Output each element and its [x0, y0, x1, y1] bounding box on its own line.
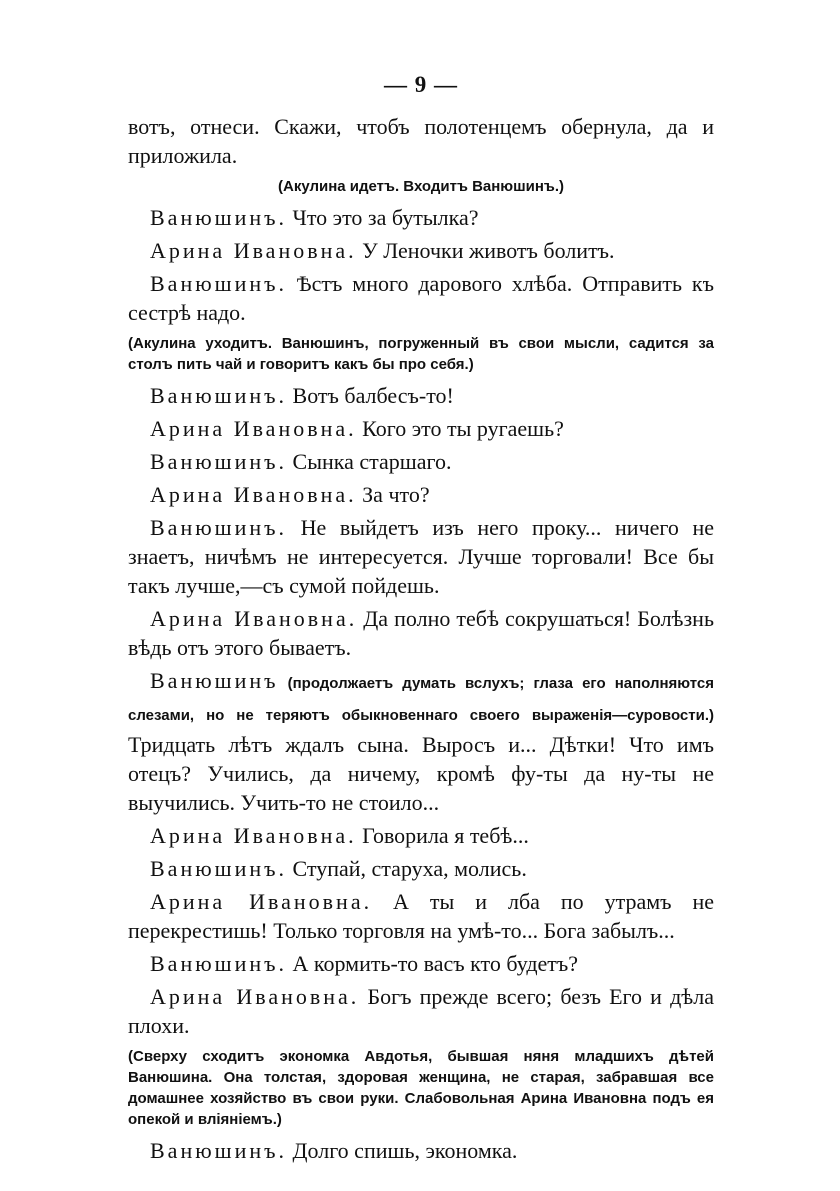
speaker-name: Ванюшинъ.: [150, 856, 288, 881]
dialogue-line: [128, 414, 714, 443]
speech-text: За что?: [356, 482, 430, 507]
dialogue-line: [128, 854, 714, 883]
speaker-name: Арина Ивановна.: [150, 482, 357, 507]
speech-text: Тридцать лѣтъ ждалъ сына. Выросъ и... Дѣтки! Что имъ отецъ? Учились, да ничему, кромѣ фу-ты да ну-ты не выучились. Учить-то не стоило...: [128, 732, 714, 815]
dialogue-line: [128, 666, 714, 817]
speaker-name: Арина Ивановна.: [150, 238, 357, 263]
speech-text: Сынка старшаго.: [287, 449, 452, 474]
speech-text: Ступай, старуха, молись.: [287, 856, 527, 881]
speaker-name: Ванюшинъ.: [150, 383, 288, 408]
speaker-name: Арина Ивановна.: [150, 823, 357, 848]
stage-direction: (Акулина идетъ. Входитъ Ванюшинъ.): [278, 178, 564, 195]
speaker-name: Арина Ивановна.: [150, 416, 357, 441]
speaker-name: Ванюшинъ: [150, 668, 279, 693]
inline-stage-direction: (продолжаетъ думать вслухъ; глаза его наполняются слезами, но не теряютъ обыкновеннаго своего выраженія—суровости.): [128, 675, 714, 724]
page-number: — 9 —: [384, 72, 458, 97]
speaker-name: Ванюшинъ.: [150, 205, 288, 230]
stage-direction: (Акулина уходитъ. Ванюшинъ, погруженный въ свои мысли, садится за столъ пить чай и говоритъ какъ бы про себя.): [128, 335, 714, 373]
speaker-name: Ванюшинъ.: [150, 951, 288, 976]
speech-text: Не выйдетъ изъ него проку... ничего не знаетъ, ничѣмъ не интересуется. Лучше торговали! Все бы такъ лучше,—съ сумой пойдешь.: [128, 515, 714, 598]
speaker-name: Ванюшинъ.: [150, 271, 288, 296]
speaker-name: Арина Ивановна.: [150, 984, 360, 1009]
dialogue-line: [128, 821, 714, 850]
speech-text: Что это за бутылка?: [287, 205, 479, 230]
speech-text: А ты и лба по утрамъ не перекрестишь! Только торговля на умѣ-то... Бога забылъ...: [128, 889, 715, 943]
speech-text: Вотъ балбесъ-то!: [287, 383, 454, 408]
dialogue-line: [128, 447, 714, 476]
speaker-name: Арина Ивановна.: [150, 889, 373, 914]
stage-direction: (Сверху сходитъ экономка Авдотья, бывшая няня младшихъ дѣтей Ванюшина. Она толстая, здоровая женщина, не старая, забравшая все домашнее хозяйство въ свои руки. Слабовольная Арина Ивановна подъ ея опекой и вліяніемъ.): [128, 1048, 714, 1128]
speech-text: Долго спишь, экономка.: [287, 1138, 518, 1163]
dialogue-line: [128, 381, 714, 410]
speech-text: Говорила я тебѣ...: [356, 823, 529, 848]
dialogue-line: [128, 269, 714, 327]
dialogue-line: [128, 604, 714, 662]
speaker-name: Ванюшинъ.: [150, 449, 288, 474]
speaker-name: Ванюшинъ.: [150, 515, 288, 540]
dialogue-line: [128, 982, 714, 1040]
speech-text: Богъ прежде всего; безъ Его и дѣла плохи.: [128, 984, 714, 1038]
speech-text: Кого это ты ругаешь?: [356, 416, 564, 441]
book-page: [128, 72, 714, 1169]
speaker-name: Арина Ивановна.: [150, 606, 358, 631]
speech-text: У Леночки животъ болитъ.: [356, 238, 615, 263]
speaker-name: Ванюшинъ.: [150, 1138, 288, 1163]
speech-text: А кормить-то васъ кто будетъ?: [287, 951, 579, 976]
dialogue-line: [128, 236, 714, 265]
dialogue-line: [128, 1136, 714, 1165]
continuation-text: вотъ, отнеси. Скажи, чтобъ полотенцемъ обернула, да и приложила.: [128, 114, 714, 168]
dialogue-line: [128, 949, 714, 978]
dialogue-line: [128, 480, 714, 509]
speech-text: Да полно тебѣ сокрушаться! Болѣзнь вѣдь отъ этого бываетъ.: [128, 606, 714, 660]
dialogue-line: [128, 513, 714, 600]
dialogue-line: [128, 887, 714, 945]
speech-text: Ѣстъ много дарового хлѣба. Отправить къ сестрѣ надо.: [128, 271, 714, 325]
dialogue-line: [128, 203, 714, 232]
